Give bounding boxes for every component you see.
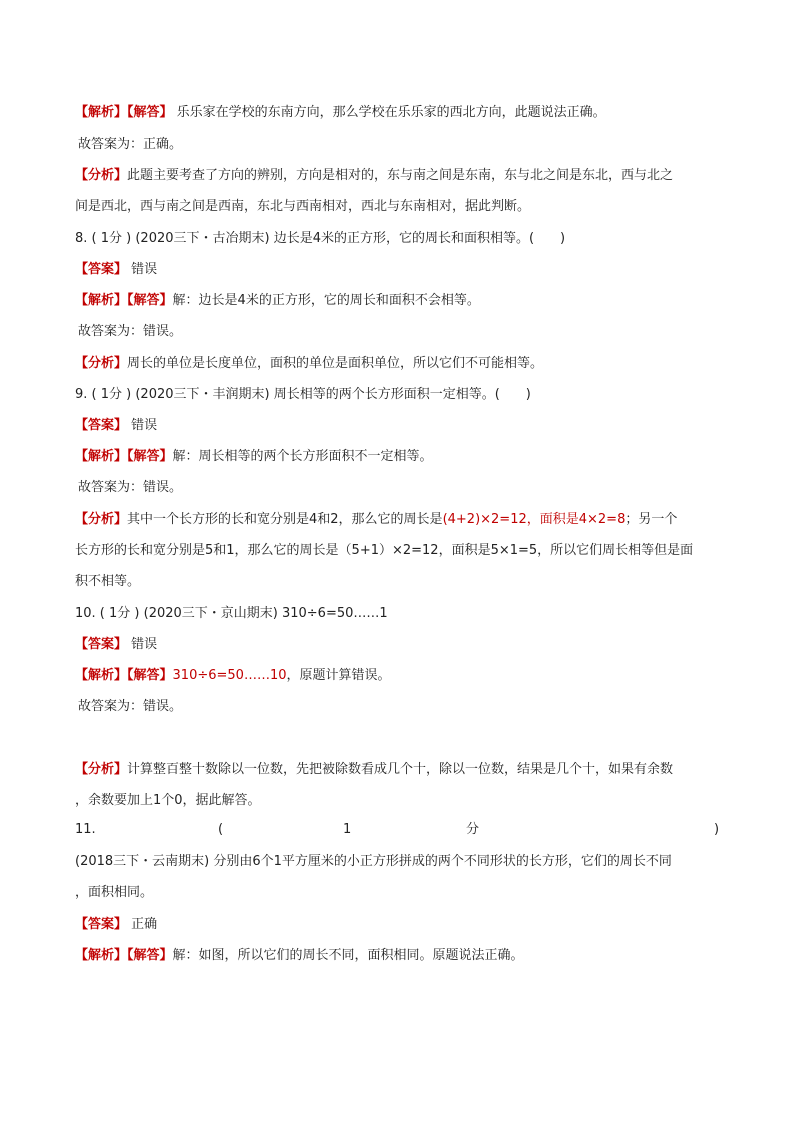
q8-jiexi-prefix: 解： — [172, 293, 199, 308]
jieda-tag: 【解答】 — [127, 668, 173, 683]
q9-fenxi-formula: (4+2)×2=12，面积是4×2=8 — [442, 512, 626, 527]
q9-fenxi-line1 — [75, 510, 677, 530]
p0-jiexi-line — [75, 103, 606, 123]
q10-answer: 错误 — [131, 637, 158, 652]
answer-tag: 【答案】 — [75, 637, 128, 652]
q10-fenxi-line2: ，余数要加上1个0，据此解答。 — [75, 793, 261, 808]
q9-fenxi-c: ；另一个 — [625, 512, 678, 527]
q11-fen: 分 — [466, 822, 480, 837]
q10-answer-conclusion: 故答案为：错误。 — [78, 699, 183, 714]
jiexi-tag: 【解析】 — [75, 948, 128, 963]
jieda-tag: 【解答】 — [127, 105, 173, 120]
answer-tag: 【答案】 — [75, 262, 128, 277]
q11-answer: 正确 — [131, 917, 158, 932]
answer-tag: 【答案】 — [75, 917, 128, 932]
q8-jiexi-text: 边长是4米的正方形，它的周长和面积不会相等。 — [198, 293, 480, 308]
q9-fenxi-line3: 积不相等。 — [75, 574, 141, 589]
q11-paren-open: ( — [218, 822, 224, 837]
q11-score: 1 — [343, 822, 352, 837]
q11-answer-line — [75, 915, 157, 935]
q8-fenxi-text: 周长的单位是长度单位，面积的单位是面积单位，所以它们不可能相等。 — [127, 356, 544, 371]
q8-answer: 错误 — [131, 262, 158, 277]
jiexi-tag: 【解析】 — [75, 293, 128, 308]
p0-fenxi-text: 此题主要考查了方向的辨别，方向是相对的，东与南之间是东南，东与北之间是东北，西与北之 — [127, 168, 674, 183]
q11-paren-close: ) — [714, 822, 720, 837]
answer-tag: 【答案】 — [75, 418, 128, 433]
q9-answer-line — [75, 416, 157, 436]
fenxi-tag: 【分析】 — [75, 356, 128, 371]
q8-fenxi-line — [75, 354, 543, 374]
q11-jiexi-line — [75, 946, 524, 966]
q10-stem: 10. ( 1分 ) (2020三下・京山期末) 310÷6=50……1 — [75, 606, 388, 621]
q9-answer: 错误 — [131, 418, 158, 433]
q9-fenxi-a: 其中一个长方形的长和宽分别是4和2，那么它的周长是 — [127, 512, 443, 527]
q9-jiexi-line — [75, 447, 433, 467]
q10-fenxi-text: 计算整百整十数除以一位数，先把被除数看成几个十，除以一位数，结果是几个十，如果有余数 — [127, 762, 674, 777]
q8-answer-line — [75, 260, 157, 280]
q8-answer-conclusion: 故答案为：错误。 — [78, 324, 183, 339]
q11-stem-line2: (2018三下・云南期末) 分别由6个1平方厘米的小正方形拼成的两个不同形状的长方形，它们的周长不同 — [75, 854, 672, 869]
q8-stem: 8. ( 1分 ) (2020三下・古冶期末) 边长是4米的正方形，它的周长和面积相等。( ) — [75, 231, 566, 246]
q9-answer-conclusion: 故答案为：错误。 — [78, 480, 183, 495]
jiexi-tag: 【解析】 — [75, 105, 128, 120]
q10-jiexi-formula: 310÷6=50……10 — [172, 668, 287, 683]
p0-jiexi-text: 乐乐家在学校的东南方向，那么学校在乐乐家的西北方向，此题说法正确。 — [176, 105, 606, 120]
jieda-tag: 【解答】 — [127, 293, 173, 308]
fenxi-tag: 【分析】 — [75, 168, 128, 183]
q8-jiexi-line — [75, 291, 480, 311]
q11-jiexi-text: 解：如图，所以它们的周长不同，面积相同。原题说法正确。 — [172, 948, 524, 963]
q9-stem: 9. ( 1分 ) (2020三下・丰润期末) 周长相等的两个长方形面积一定相等。( ) — [75, 387, 531, 402]
q10-jiexi-line — [75, 666, 391, 686]
jiexi-tag: 【解析】 — [75, 449, 128, 464]
jieda-tag: 【解答】 — [127, 449, 173, 464]
fenxi-tag: 【分析】 — [75, 512, 128, 527]
jieda-tag: 【解答】 — [127, 948, 173, 963]
q11-stem-line3: ，面积相同。 — [75, 885, 154, 900]
fenxi-tag: 【分析】 — [75, 762, 128, 777]
q9-fenxi-line2: 长方形的长和宽分别是5和1，那么它的周长是（5+1）×2=12，面积是5×1=5，所以它们周长相等但是面 — [75, 543, 694, 558]
jiexi-tag: 【解析】 — [75, 668, 128, 683]
q10-answer-line — [75, 635, 157, 655]
p0-answer-line: 故答案为：正确。 — [78, 137, 183, 152]
q11-number: 11. — [75, 822, 96, 837]
q10-fenxi-line1 — [75, 760, 673, 780]
p0-fenxi-line2: 间是西北，西与南之间是西南，东北与西南相对，西北与东南相对，据此判断。 — [75, 199, 531, 214]
q9-jiexi-text: 解：周长相等的两个长方形面积不一定相等。 — [172, 449, 433, 464]
q10-jiexi-text: ，原题计算错误。 — [286, 668, 391, 683]
p0-fenxi-line1 — [75, 166, 673, 186]
